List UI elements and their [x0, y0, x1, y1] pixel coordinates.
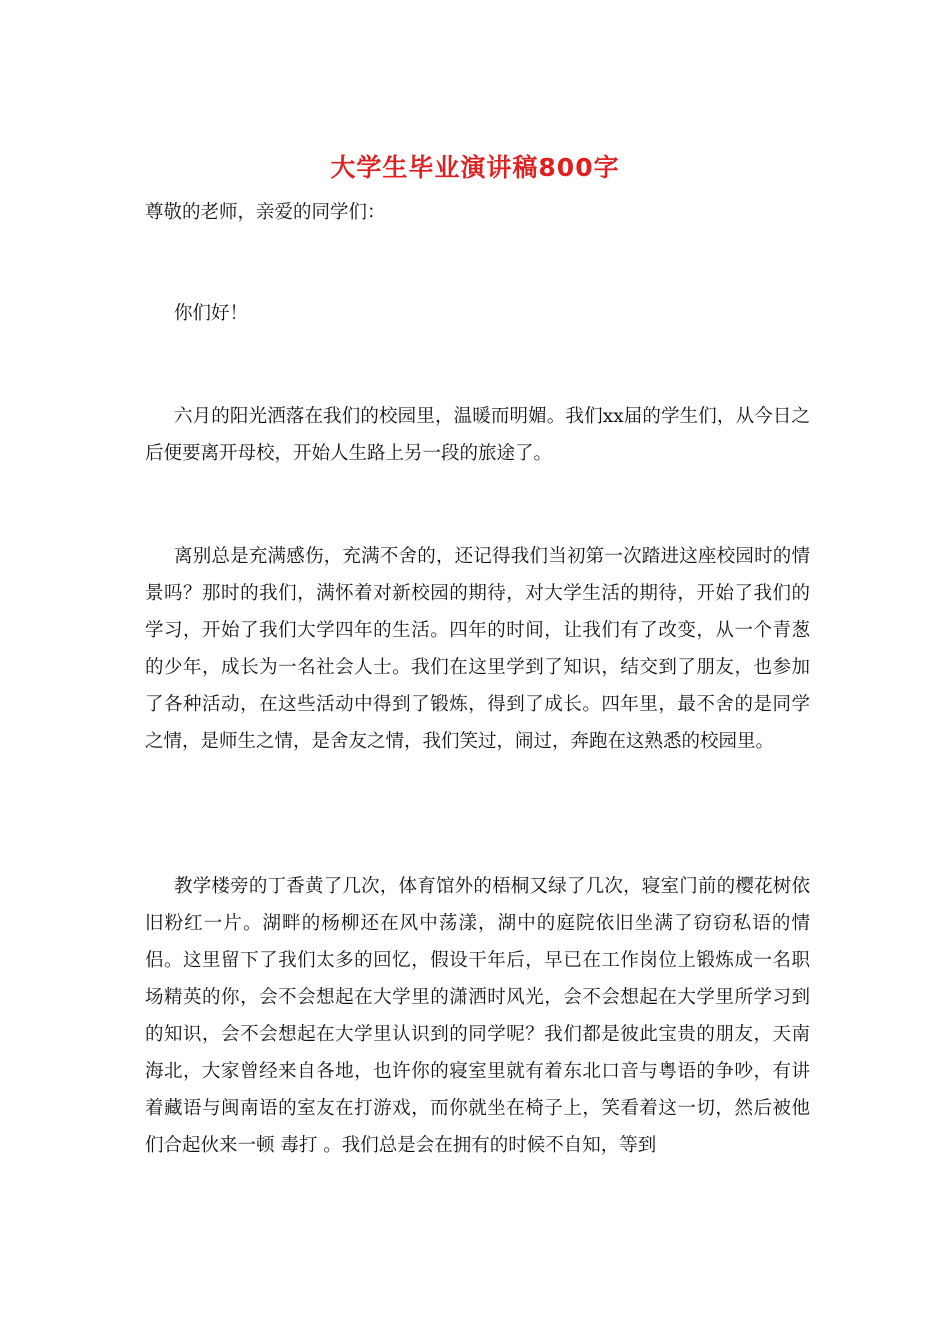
greeting-line: 你们好！: [174, 303, 249, 324]
paragraph-3: 教学楼旁的丁香黄了几次，体育馆外的梧桐又绿了几次，寝室门前的樱花树依旧粉红一片。湖畔的杨柳还在风中荡漾，湖中的庭院依旧坐满了窃窃私语的情侣。这里留下了我们太多的回忆，假设干年后，早已在工作岗位上锻炼成一名职场精英的你，会不会想起在大学里的潇洒时风光，会不会想起在大学里所学习到的知识，会不会想起在大学里认识到的同学呢？我们都是彼此宝贵的朋友，天南海北，大家曾经来自各地，也许你的寝室里就有着东北口音与粤语的争吵，有讲着藏语与闽南语的室友在打游戏，而你就坐在椅子上，笑看着这一切，然后被他们合起伙来一顿 毒打 。我们总是会在拥有的时候不自知，等到: [145, 876, 810, 1156]
document-title: 大学生毕业演讲稿800字: [330, 153, 620, 182]
paragraph-2: 离别总是充满感伤，充满不舍的，还记得我们当初第一次踏进这座校园时的情景吗？那时的我们，满怀着对新校园的期待，对大学生活的期待，开始了我们的学习，开始了我们大学四年的生活。四年的时间，让我们有了改变，从一个青葱的少年，成长为一名社会人士。我们在这里学到了知识，结交到了朋友，也参加了各种活动，在这些活动中得到了锻炼，得到了成长。四年里，最不舍的是同学之情，是师生之情，是舍友之情，我们笑过，闹过，奔跑在这熟悉的校园里。: [145, 546, 810, 752]
paragraph-1: 六月的阳光洒落在我们的校园里，温暖而明媚。我们xx届的学生们，从今日之后便要离开母校，开始人生路上另一段的旅途了。: [145, 406, 810, 464]
salutation: 尊敬的老师，亲爱的同学们：: [145, 202, 386, 223]
